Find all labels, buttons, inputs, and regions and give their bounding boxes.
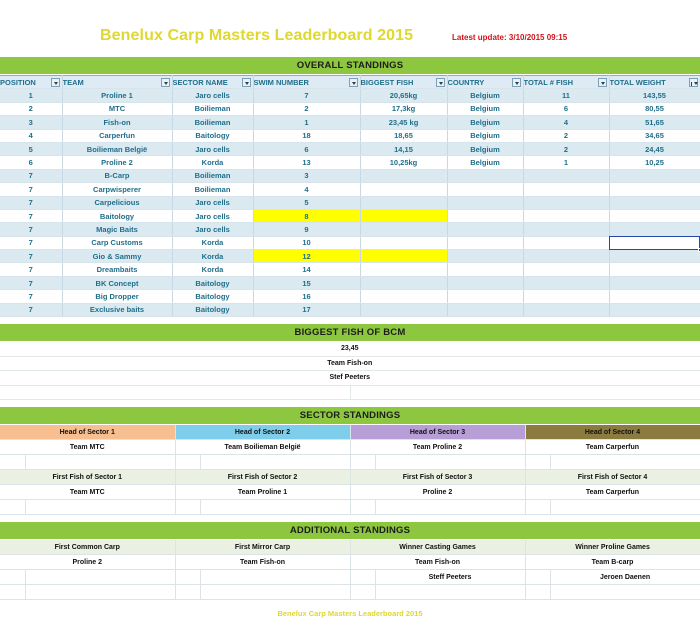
- cell-country[interactable]: Belgium: [447, 156, 523, 169]
- cell-team[interactable]: Big Dropper: [62, 290, 172, 303]
- overall-standings-table: [0, 75, 700, 317]
- cell-total_weight[interactable]: [609, 290, 700, 303]
- table-row[interactable]: [0, 303, 700, 316]
- additional-value2-1: [25, 570, 175, 585]
- cell-team[interactable]: Exclusive baits: [62, 303, 172, 316]
- cell-country[interactable]: Belgium: [447, 102, 523, 115]
- cell-position[interactable]: 7: [0, 263, 62, 276]
- biggest-fish-angler-row: [0, 371, 700, 386]
- cell-biggest[interactable]: [360, 169, 447, 182]
- column-header-sector-name[interactable]: [172, 76, 253, 89]
- cell-sector[interactable]: Jaro cells: [172, 223, 253, 236]
- blank-cell: [200, 500, 350, 515]
- table-row[interactable]: [0, 250, 700, 263]
- cell-total_fish[interactable]: 1: [523, 156, 609, 169]
- cell-total_weight[interactable]: 80,55: [609, 102, 700, 115]
- additional-value2-3: Steff Peeters: [375, 570, 525, 585]
- blank-cell: [350, 585, 375, 600]
- table-row[interactable]: [0, 142, 700, 155]
- cell-position[interactable]: 7: [0, 303, 62, 316]
- cell-sector[interactable]: Boilieman: [172, 169, 253, 182]
- additional-title-1: First Common Carp: [0, 540, 175, 555]
- blank-cell: [550, 455, 700, 470]
- cell-team[interactable]: BK Concept: [62, 276, 172, 289]
- filter-dropdown-icon[interactable]: [512, 78, 521, 87]
- cell-team[interactable]: Carpelicious: [62, 196, 172, 209]
- cell-total_weight[interactable]: [609, 303, 700, 316]
- cell-swim[interactable]: 6: [253, 142, 360, 155]
- filter-dropdown-icon[interactable]: [161, 78, 170, 87]
- cell-team[interactable]: Proline 2: [62, 156, 172, 169]
- cell-country[interactable]: Belgium: [447, 129, 523, 142]
- cell-total_fish[interactable]: [523, 290, 609, 303]
- cell-total_fish[interactable]: 2: [523, 142, 609, 155]
- cell-team[interactable]: Magic Baits: [62, 223, 172, 236]
- column-header-position[interactable]: [0, 76, 62, 89]
- additional-value1-2: Team Fish-on: [175, 555, 350, 570]
- biggest-fish-table: [0, 342, 700, 400]
- cell-total_weight[interactable]: [609, 209, 700, 222]
- cell-total_fish[interactable]: [523, 196, 609, 209]
- cell-total_fish[interactable]: 4: [523, 116, 609, 129]
- cell-swim[interactable]: 10: [253, 236, 360, 249]
- column-header-country[interactable]: [447, 76, 523, 89]
- cell-total_fish[interactable]: [523, 169, 609, 182]
- cell-swim[interactable]: 14: [253, 263, 360, 276]
- table-row[interactable]: [0, 129, 700, 142]
- cell-sector[interactable]: Baitology: [172, 290, 253, 303]
- biggest-fish-team: Team Fish-on: [0, 356, 700, 371]
- cell-biggest[interactable]: [360, 196, 447, 209]
- column-header-swim-number[interactable]: [253, 76, 360, 89]
- additional-value1-4: Team B-carp: [525, 555, 700, 570]
- blank-cell: [200, 585, 350, 600]
- biggest-fish-blank-row: [0, 385, 700, 400]
- column-header-biggest-fish[interactable]: [360, 76, 447, 89]
- cell-country[interactable]: [447, 236, 523, 249]
- cell-total_weight[interactable]: [609, 223, 700, 236]
- blank-cell: [350, 455, 375, 470]
- blank-cell: [175, 455, 200, 470]
- cell-total_weight[interactable]: [609, 169, 700, 182]
- column-header-label: TOTAL # FISH: [523, 77, 574, 87]
- cell-swim[interactable]: 8: [253, 209, 360, 222]
- sort-filter-icon[interactable]: [689, 78, 698, 87]
- cell-total_weight[interactable]: 34,65: [609, 129, 700, 142]
- blank-cell: [0, 385, 350, 400]
- cell-position[interactable]: 7: [0, 223, 62, 236]
- cell-country[interactable]: [447, 183, 523, 196]
- sector-head-team-1: Team MTC: [0, 440, 175, 455]
- cell-position[interactable]: 7: [0, 290, 62, 303]
- cell-total_fish[interactable]: [523, 303, 609, 316]
- cell-sector[interactable]: Jaro cells: [172, 89, 253, 102]
- cell-position[interactable]: 3: [0, 116, 62, 129]
- cell-position[interactable]: 7: [0, 209, 62, 222]
- title-bar: [0, 0, 700, 56]
- column-header-total-fish[interactable]: [523, 76, 609, 89]
- blank-cell: [375, 500, 525, 515]
- cell-position[interactable]: 1: [0, 89, 62, 102]
- cell-country[interactable]: Belgium: [447, 142, 523, 155]
- cell-position[interactable]: 5: [0, 142, 62, 155]
- cell-sector[interactable]: Baitology: [172, 303, 253, 316]
- cell-swim[interactable]: 4: [253, 183, 360, 196]
- cell-position[interactable]: 7: [0, 276, 62, 289]
- additional-standings-band: ADDITIONAL STANDINGS: [0, 521, 700, 540]
- cell-total_fish[interactable]: [523, 236, 609, 249]
- cell-biggest[interactable]: [360, 236, 447, 249]
- cell-swim[interactable]: 7: [253, 89, 360, 102]
- first-fish-title-row: [0, 470, 700, 485]
- blank-cell: [175, 570, 200, 585]
- additional-value1-3: Team Fish-on: [350, 555, 525, 570]
- cell-team[interactable]: B-Carp: [62, 169, 172, 182]
- cell-biggest[interactable]: 17,3kg: [360, 102, 447, 115]
- blank-cell: [350, 500, 375, 515]
- cell-position[interactable]: 4: [0, 129, 62, 142]
- cell-position[interactable]: 7: [0, 196, 62, 209]
- biggest-fish-weight: 23,45: [0, 342, 700, 356]
- overall-header-row: [0, 76, 700, 89]
- first-fish-title-3: First Fish of Sector 3: [350, 470, 525, 485]
- blank-cell: [550, 500, 700, 515]
- blank-cell: [375, 455, 525, 470]
- cell-team[interactable]: Gio & Sammy: [62, 250, 172, 263]
- cell-swim[interactable]: 1: [253, 116, 360, 129]
- footer-note: Benelux Carp Masters Leaderboard 2015: [277, 609, 423, 618]
- cell-biggest[interactable]: 20,65kg: [360, 89, 447, 102]
- cell-total_fish[interactable]: [523, 250, 609, 263]
- additional-title-4: Winner Proline Games: [525, 540, 700, 555]
- blank-cell: [175, 500, 200, 515]
- table-row[interactable]: [0, 89, 700, 102]
- overall-standings-table-wrap: [0, 75, 700, 317]
- cell-biggest[interactable]: [360, 303, 447, 316]
- first-fish-team-2: Team Proline 1: [175, 485, 350, 500]
- biggest-fish-weight-row: [0, 342, 700, 356]
- cell-sector[interactable]: Boilieman: [172, 183, 253, 196]
- cell-country[interactable]: [447, 209, 523, 222]
- blank-cell: [200, 455, 350, 470]
- sector-head-team-2: Team Boilieman België: [175, 440, 350, 455]
- cell-biggest[interactable]: [360, 209, 447, 222]
- cell-team[interactable]: Baitology: [62, 209, 172, 222]
- additional-trailing-row: [0, 585, 700, 600]
- cell-team[interactable]: Boilieman België: [62, 142, 172, 155]
- cell-total_weight[interactable]: 24,45: [609, 142, 700, 155]
- overall-standings-band: OVERALL STANDINGS: [0, 56, 700, 75]
- table-row[interactable]: [0, 263, 700, 276]
- sector-head-title-2: Head of Sector 2: [175, 425, 350, 440]
- table-row[interactable]: [0, 209, 700, 222]
- filter-dropdown-icon[interactable]: [436, 78, 445, 87]
- first-fish-team-3: Proline 2: [350, 485, 525, 500]
- additional-value1-1: Proline 2: [0, 555, 175, 570]
- cell-swim[interactable]: 17: [253, 303, 360, 316]
- blank-cell: [375, 585, 525, 600]
- cell-biggest[interactable]: [360, 223, 447, 236]
- cell-total_fish[interactable]: [523, 276, 609, 289]
- first-fish-team-1: Team MTC: [0, 485, 175, 500]
- cell-position[interactable]: 7: [0, 183, 62, 196]
- cell-total_fish[interactable]: 6: [523, 102, 609, 115]
- cell-position[interactable]: 7: [0, 169, 62, 182]
- additional-line1-row: [0, 555, 700, 570]
- additional-title-3: Winner Casting Games: [350, 540, 525, 555]
- cell-team[interactable]: MTC: [62, 102, 172, 115]
- cell-team[interactable]: Carperfun: [62, 129, 172, 142]
- cell-sector[interactable]: Jaro cells: [172, 196, 253, 209]
- cell-biggest[interactable]: 14,15: [360, 142, 447, 155]
- cell-total_weight[interactable]: 51,65: [609, 116, 700, 129]
- blank-cell: [525, 455, 550, 470]
- cell-swim[interactable]: 12: [253, 250, 360, 263]
- column-header-label: COUNTRY: [447, 77, 485, 87]
- cell-country[interactable]: [447, 250, 523, 263]
- cell-position[interactable]: 2: [0, 102, 62, 115]
- cell-total_weight[interactable]: [609, 196, 700, 209]
- cell-swim[interactable]: 13: [253, 156, 360, 169]
- blank-cell: [0, 455, 25, 470]
- additional-title-row: [0, 540, 700, 555]
- cell-biggest[interactable]: [360, 263, 447, 276]
- cell-total_weight[interactable]: [609, 263, 700, 276]
- table-row[interactable]: [0, 183, 700, 196]
- cell-total_weight[interactable]: [609, 236, 700, 249]
- cell-swim[interactable]: 5: [253, 196, 360, 209]
- table-row[interactable]: [0, 102, 700, 115]
- first-fish-title-1: First Fish of Sector 1: [0, 470, 175, 485]
- cell-sector[interactable]: Korda: [172, 263, 253, 276]
- additional-value2-2: [200, 570, 350, 585]
- cell-swim[interactable]: 15: [253, 276, 360, 289]
- table-row[interactable]: [0, 236, 700, 249]
- blank-cell: [525, 570, 550, 585]
- sector-head-team-row: [0, 440, 700, 455]
- sector-spacer-row: [0, 455, 700, 470]
- biggest-fish-angler: Stef Peeters: [0, 371, 700, 386]
- biggest-fish-band: BIGGEST FISH OF BCM: [0, 323, 700, 342]
- sector-standings-table: [0, 425, 700, 515]
- cell-biggest[interactable]: 18,65: [360, 129, 447, 142]
- cell-swim[interactable]: 16: [253, 290, 360, 303]
- column-header-label: TOTAL WEIGHT: [609, 77, 666, 87]
- table-row[interactable]: [0, 223, 700, 236]
- cell-position[interactable]: 6: [0, 156, 62, 169]
- cell-country[interactable]: [447, 276, 523, 289]
- cell-position[interactable]: 7: [0, 250, 62, 263]
- column-header-label: BIGGEST FISH: [360, 77, 414, 87]
- table-row[interactable]: [0, 169, 700, 182]
- cell-team[interactable]: Carp Customs: [62, 236, 172, 249]
- cell-team[interactable]: Carpwisperer: [62, 183, 172, 196]
- latest-update-label: Latest update: 3/10/2015 09:15: [452, 33, 568, 42]
- cell-biggest[interactable]: [360, 250, 447, 263]
- sector-standings-band: SECTOR STANDINGS: [0, 406, 700, 425]
- filter-dropdown-icon[interactable]: [349, 78, 358, 87]
- cell-sector[interactable]: Boilieman: [172, 102, 253, 115]
- sector-head-title-1: Head of Sector 1: [0, 425, 175, 440]
- cell-team[interactable]: Dreambaits: [62, 263, 172, 276]
- additional-standings-table: [0, 540, 700, 600]
- sector-head-title-4: Head of Sector 4: [525, 425, 700, 440]
- table-row[interactable]: [0, 196, 700, 209]
- blank-cell: [550, 585, 700, 600]
- cell-total_weight[interactable]: [609, 250, 700, 263]
- cell-total_fish[interactable]: 2: [523, 129, 609, 142]
- first-fish-team-row: [0, 485, 700, 500]
- table-row[interactable]: [0, 290, 700, 303]
- sector-head-team-3: Team Proline 2: [350, 440, 525, 455]
- first-fish-team-4: Team Carperfun: [525, 485, 700, 500]
- cell-country[interactable]: Belgium: [447, 89, 523, 102]
- sector-trailing-row: [0, 500, 700, 515]
- cell-sector[interactable]: Korda: [172, 236, 253, 249]
- cell-total_weight[interactable]: 10,25: [609, 156, 700, 169]
- cell-total_weight[interactable]: [609, 276, 700, 289]
- blank-cell: [25, 500, 175, 515]
- sector-head-team-4: Team Carperfun: [525, 440, 700, 455]
- column-header-label: SWIM NUMBER: [253, 77, 309, 87]
- cell-sector[interactable]: Jaro cells: [172, 209, 253, 222]
- cell-biggest[interactable]: [360, 183, 447, 196]
- blank-cell: [0, 500, 25, 515]
- cell-total_fish[interactable]: [523, 223, 609, 236]
- cell-country[interactable]: [447, 303, 523, 316]
- cell-total_fish[interactable]: [523, 263, 609, 276]
- column-header-team[interactable]: [62, 76, 172, 89]
- additional-title-2: First Mirror Carp: [175, 540, 350, 555]
- table-row[interactable]: [0, 116, 700, 129]
- cell-biggest[interactable]: [360, 276, 447, 289]
- cell-biggest[interactable]: [360, 290, 447, 303]
- column-header-label: POSITION: [0, 77, 36, 87]
- cell-biggest[interactable]: 23,45 kg: [360, 116, 447, 129]
- cell-country[interactable]: [447, 290, 523, 303]
- blank-cell: [525, 500, 550, 515]
- table-row[interactable]: [0, 276, 700, 289]
- table-row[interactable]: [0, 156, 700, 169]
- cell-sector[interactable]: Jaro cells: [172, 142, 253, 155]
- cell-total_weight[interactable]: 143,55: [609, 89, 700, 102]
- cell-total_weight[interactable]: [609, 183, 700, 196]
- page-title: Benelux Carp Masters Leaderboard 2015: [100, 27, 414, 44]
- cell-country[interactable]: Belgium: [447, 116, 523, 129]
- cell-team[interactable]: Fish-on: [62, 116, 172, 129]
- filter-dropdown-icon[interactable]: [51, 78, 60, 87]
- cell-sector[interactable]: Baitology: [172, 276, 253, 289]
- blank-cell: [25, 455, 175, 470]
- cell-swim[interactable]: 9: [253, 223, 360, 236]
- first-fish-title-4: First Fish of Sector 4: [525, 470, 700, 485]
- blank-cell: [350, 570, 375, 585]
- cell-country[interactable]: [447, 196, 523, 209]
- biggest-fish-team-row: [0, 356, 700, 371]
- additional-value2-4: Jeroen Daenen: [550, 570, 700, 585]
- blank-cell: [25, 585, 175, 600]
- column-header-label: TEAM: [62, 77, 84, 87]
- cell-country[interactable]: [447, 169, 523, 182]
- cell-total_fish[interactable]: [523, 183, 609, 196]
- cell-biggest[interactable]: 10,25kg: [360, 156, 447, 169]
- cell-total_fish[interactable]: [523, 209, 609, 222]
- blank-cell: [0, 585, 25, 600]
- first-fish-title-2: First Fish of Sector 2: [175, 470, 350, 485]
- additional-line2-row: [0, 570, 700, 585]
- cell-sector[interactable]: Korda: [172, 156, 253, 169]
- sector-head-title-3: Head of Sector 3: [350, 425, 525, 440]
- column-header-total-weight[interactable]: [609, 76, 700, 89]
- cell-swim[interactable]: 18: [253, 129, 360, 142]
- blank-cell: [0, 570, 25, 585]
- sector-head-title-row: [0, 425, 700, 440]
- cell-swim[interactable]: 3: [253, 169, 360, 182]
- filter-dropdown-icon[interactable]: [242, 78, 251, 87]
- blank-cell: [175, 585, 200, 600]
- cell-swim[interactable]: 2: [253, 102, 360, 115]
- filter-dropdown-icon[interactable]: [598, 78, 607, 87]
- cell-sector[interactable]: Baitology: [172, 129, 253, 142]
- cell-team[interactable]: Proline 1: [62, 89, 172, 102]
- cell-total_fish[interactable]: 11: [523, 89, 609, 102]
- cell-country[interactable]: [447, 223, 523, 236]
- cell-sector[interactable]: Boilieman: [172, 116, 253, 129]
- cell-sector[interactable]: Korda: [172, 250, 253, 263]
- cell-country[interactable]: [447, 263, 523, 276]
- column-header-label: SECTOR NAME: [172, 77, 228, 87]
- cell-position[interactable]: 7: [0, 236, 62, 249]
- blank-cell: [350, 385, 700, 400]
- blank-cell: [525, 585, 550, 600]
